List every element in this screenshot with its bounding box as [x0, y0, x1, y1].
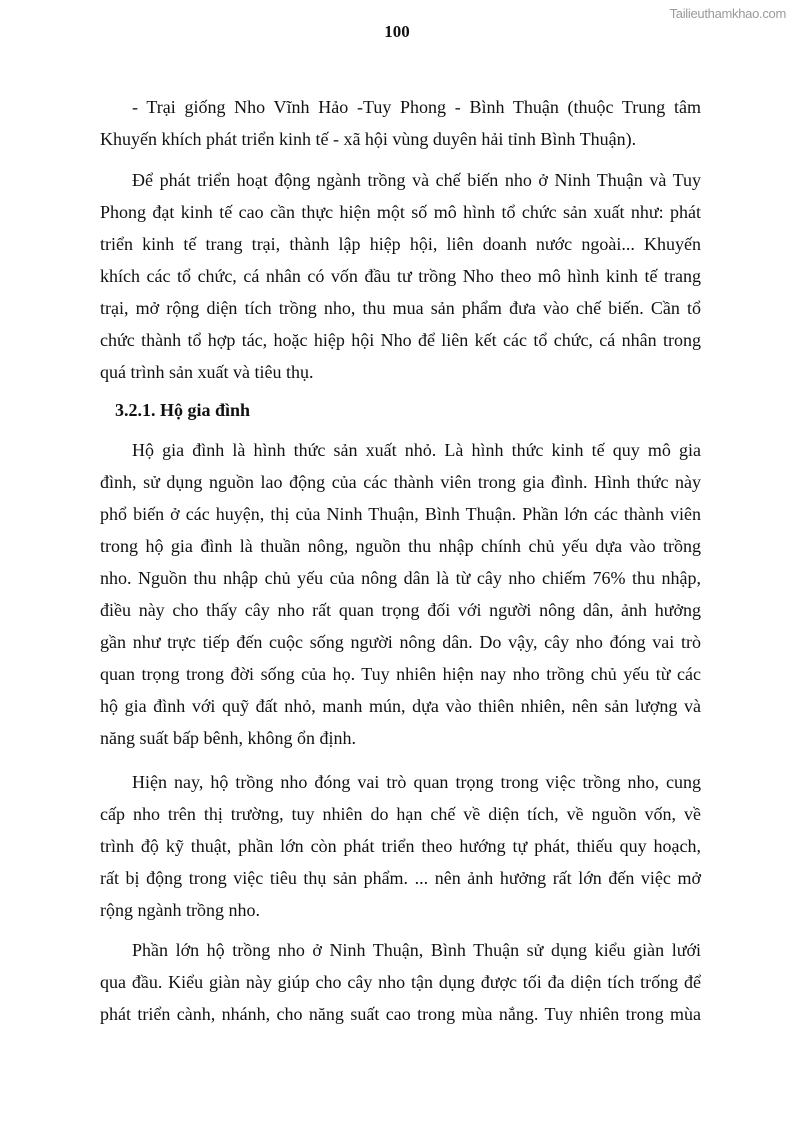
text-line: quan trọng trong đời sống của họ. Tuy nhiên hiện nay nho trồng chủ yếu từ các — [100, 664, 701, 684]
text-line: phát triển cành, nhánh, cho năng suất cao trong mùa nắng. Tuy nhiên trong mùa — [100, 1004, 701, 1024]
text-line: Phần lớn hộ trồng nho ở Ninh Thuận, Bình Thuận sử dụng kiểu giàn lưới — [132, 940, 701, 960]
text-line: Hộ gia đình là hình thức sản xuất nhỏ. Là hình thức kinh tế quy mô gia — [132, 440, 701, 460]
text-line: trại, mở rộng diện tích trồng nho, thu mua sản phẩm đưa vào chế biến. Cần tổ — [100, 298, 701, 318]
text-line: cấp nho trên thị trường, tuy nhiên do hạn chế về diện tích, về nguồn vốn, về — [100, 804, 701, 824]
paragraph-development — [100, 164, 701, 388]
text-line: phổ biến ở các huyện, thị của Ninh Thuận, Bình Thuận. Phần lớn các thành viên — [100, 504, 701, 524]
text-line: Khuyến khích phát triển kinh tế - xã hội vùng duyên hải tỉnh Bình Thuận). — [100, 129, 637, 149]
text-line: nho. Nguồn thu nhập chủ yếu của nông dân là từ cây nho chiếm 76% thu nhập, — [100, 568, 701, 588]
text-line: đình, sử dụng nguồn lao động của các thành viên trong gia đình. Hình thức này — [100, 472, 701, 492]
text-line: rộng ngành trồng nho. — [100, 900, 260, 920]
text-line: quá trình sản xuất và tiêu thụ. — [100, 362, 314, 382]
paragraph-current-role — [100, 766, 701, 926]
text-line: Phong đạt kinh tế cao cần thực hiện một số mô hình tổ chức sản xuất như: phát — [100, 202, 701, 222]
text-line: rất bị động trong việc tiêu thụ sản phẩm. ... nên ảnh hưởng rất lớn đến việc mở — [100, 868, 701, 888]
section-heading: 3.2.1. Hộ gia đình — [115, 400, 251, 420]
text-line: qua đầu. Kiểu giàn này giúp cho cây nho tận dụng được tối đa diện tích trống để — [100, 972, 701, 992]
text-line: gần như trực tiếp đến cuộc sống người nông dân. Do vậy, cây nho đóng vai trò — [100, 632, 701, 652]
text-line: Để phát triển hoạt động ngành trồng và chế biến nho ở Ninh Thuận và Tuy — [132, 170, 701, 190]
text-line: trình độ kỹ thuật, phần lớn còn phát triển theo hướng tự phát, thiếu quy hoạch, — [100, 836, 701, 856]
text-line: trong hộ gia đình là thuần nông, nguồn thu nhập chính chủ yếu dựa vào trồng — [100, 536, 701, 556]
text-line: - Trại giống Nho Vĩnh Hảo -Tuy Phong - Bình Thuận (thuộc Trung tâm — [132, 97, 701, 117]
text-line: khích các tổ chức, cá nhân có vốn đầu tư trồng Nho theo mô hình kinh tế trang — [100, 266, 701, 286]
text-line: triển kinh tế trang trại, thành lập hiệp hội, liên doanh nước ngoài... Khuyến — [100, 234, 701, 254]
text-line: năng suất bấp bênh, không ổn định. — [100, 728, 356, 748]
watermark: Tailieuthamkhao.com — [669, 6, 786, 21]
text-line: hộ gia đình với quỹ đất nhỏ, manh mún, dựa vào thiên nhiên, nên sản lượng và — [100, 696, 701, 716]
text-line: điều này cho thấy cây nho rất quan trọng đối với người nông dân, ảnh hưởng — [100, 600, 701, 620]
text-line: Hiện nay, hộ trồng nho đóng vai trò quan trọng trong việc trồng nho, cung — [132, 772, 701, 792]
paragraph-farm — [100, 91, 701, 155]
paragraph-household — [100, 434, 701, 754]
paragraph-trellis — [100, 934, 701, 1030]
page-number: 100 — [384, 22, 410, 41]
text-line: chức thành tổ hợp tác, hoặc hiệp hội Nho để liên kết các tổ chức, cá nhân trong — [100, 330, 701, 350]
